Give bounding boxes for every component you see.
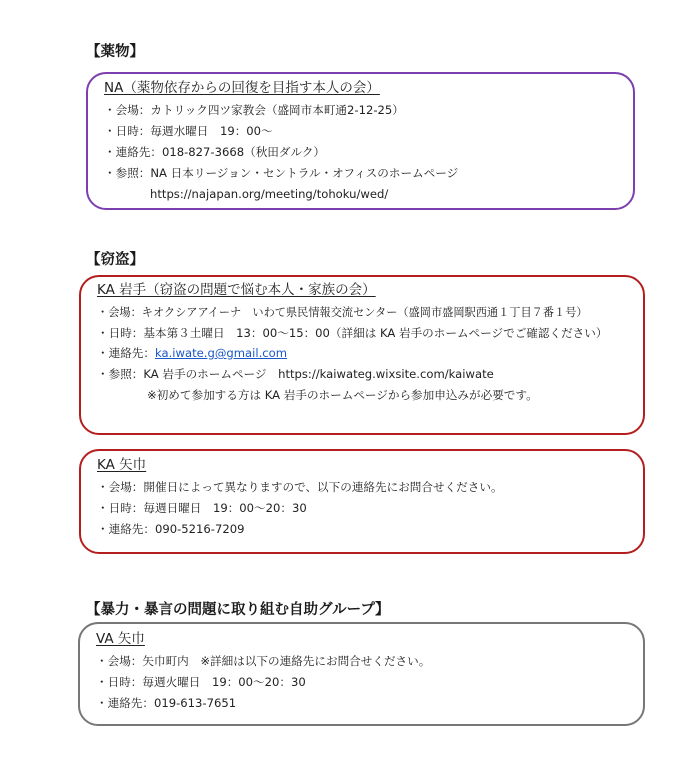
- note-text: ※初めて参加する方は KA 岩手のホームページから参加申込みが必要です。: [147, 388, 538, 402]
- venue-text: ・会場：矢巾町内 ※詳細は以下の連絡先にお問合せください。: [96, 654, 431, 668]
- contact-text: ・連絡先：018-827-3668（秋田ダルク）: [104, 145, 326, 159]
- group-title-ka-iwate: KA 岩手（窃盗の問題で悩む本人・家族の会）: [97, 282, 376, 298]
- group-card-na: [86, 72, 635, 210]
- reference-text: ・参照：KA 岩手のホームページ https://kaiwateg.wixsite.com/kaiwate: [97, 367, 494, 381]
- group-title-ka-yahaba: KA 矢巾: [97, 457, 147, 473]
- section-heading-violence: 【暴力・暴言の問題に取り組む自助グループ】: [86, 602, 390, 618]
- schedule-text: ・日時：毎週日曜日 19：00〜20：30: [97, 501, 307, 515]
- group-card-ka-iwate: [79, 275, 645, 435]
- venue-text: ・会場：開催日によって異なりますので、以下の連絡先にお問合せください。: [97, 480, 503, 494]
- schedule-text: ・日時：基本第３土曜日 13：00〜15：00（詳細は KA 岩手のホームページでご確認ください）: [97, 326, 608, 340]
- venue-text: ・会場：カトリック四ツ家教会（盛岡市本町通2-12-25）: [104, 103, 404, 117]
- contact-line: [97, 343, 631, 364]
- contact-email-link[interactable]: ka.iwate.g@gmail.com: [154, 346, 288, 360]
- group-title-na: NA（薬物依存からの回復を目指す本人の会）: [104, 80, 380, 96]
- group-card-va-yahaba: [78, 622, 645, 726]
- contact-label: ・連絡先：: [97, 346, 155, 360]
- group-card-ka-yahaba: [79, 449, 645, 554]
- contact-text: ・連絡先：019-613-7651: [96, 696, 237, 710]
- venue-text: ・会場：キオクシアアイーナ いわて県民情報交流センター（盛岡市盛岡駅西通１丁目７番１号）: [97, 306, 588, 319]
- schedule-text: ・日時：毎週水曜日 19：00〜: [104, 124, 273, 138]
- group-title-va-yahaba: VA 矢巾: [96, 631, 145, 647]
- schedule-text: ・日時：毎週火曜日 19：00〜20：30: [96, 675, 306, 689]
- section-heading-theft: 【窃盗】: [86, 252, 144, 268]
- reference-url[interactable]: https://najapan.org/meeting/tohoku/wed/: [150, 187, 389, 201]
- reference-text: ・参照：NA 日本リージョン・セントラル・オフィスのホームページ: [104, 166, 459, 180]
- contact-text: ・連絡先：090-5216-7209: [97, 522, 245, 536]
- section-heading-drugs: 【薬物】: [86, 44, 144, 60]
